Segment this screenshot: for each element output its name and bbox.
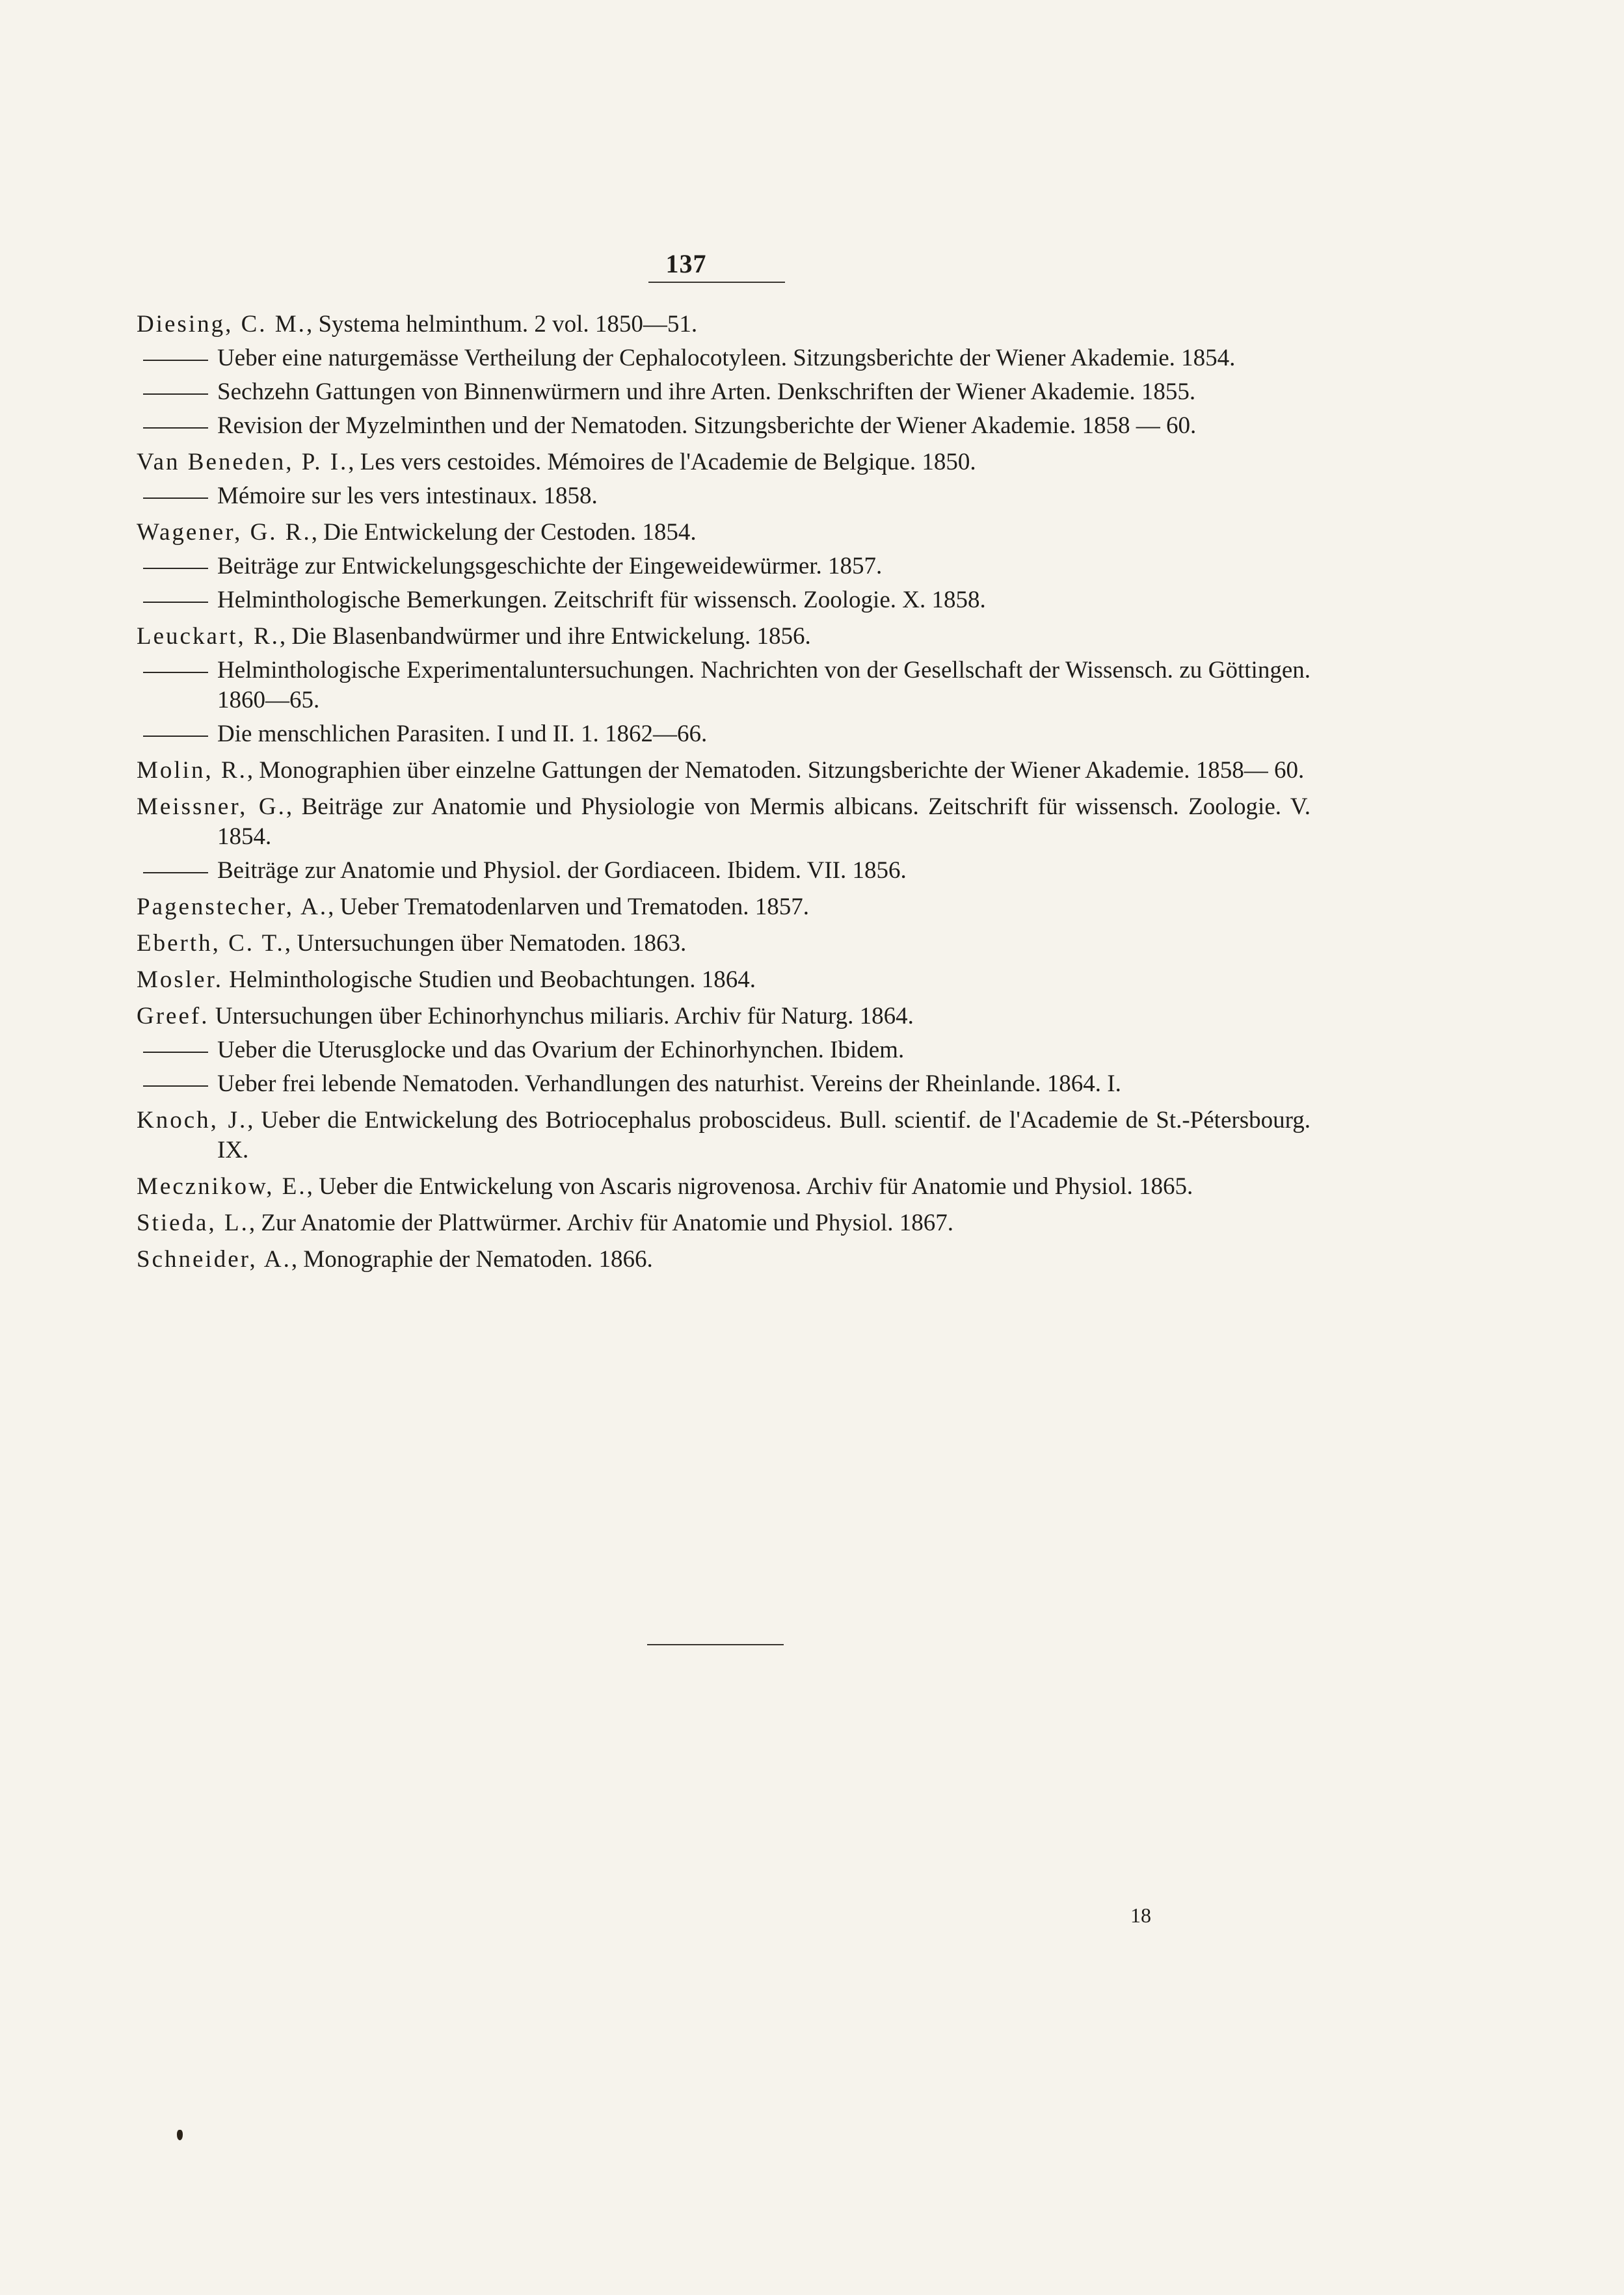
ditto-dash [143,872,208,873]
bibliography-subentry [137,656,1311,715]
entry-author: Diesing, C. M. [137,311,306,338]
bibliography-entry [137,1172,1311,1202]
bibliography-entry [137,518,1311,548]
page-number: 137 [665,249,707,278]
entry-author: Eberth, C. T. [137,930,285,957]
entry-text: Sechzehn Gattungen von Binnenwürmern und ihre Arten. Denkschriften der Wiener Akademie. 1855. [217,378,1196,405]
bibliography-subentry [137,377,1311,407]
ditto-dash [143,568,208,569]
ditto-dash [143,602,208,603]
bibliography-entry [137,1208,1311,1238]
entry-text: , Die Blasenbandwürmer und ihre Entwickelung. 1856. [279,623,811,650]
ditto-dash [143,1085,208,1087]
bibliography-subentry [137,719,1311,749]
entry-text: , Beiträge zur Anatomie und Physiologie von Mermis albicans. Zeitschrift für wissensch. Zoologie. V. 1854. [217,793,1311,850]
entry-author: Schneider, A. [137,1246,291,1273]
ditto-dash [143,1052,208,1053]
bibliography-subentry [137,856,1311,886]
entry-text: Ueber eine naturgemässe Vertheilung der Cephalocotyleen. Sitzungsberichte der Wiener Akademie. 1854. [217,345,1236,371]
entry-text: Ueber frei lebende Nematoden. Verhandlungen des naturhist. Vereins der Rheinlande. 1864. I. [217,1070,1121,1097]
bibliography-subentry [137,1035,1311,1065]
entry-text: Die menschlichen Parasiten. I und II. 1. 1862—66. [217,721,708,747]
bibliography-subentry [137,585,1311,615]
entry-text: , Les vers cestoides. Mémoires de l'Academie de Belgique. 1850. [348,449,976,475]
entry-text: Helminthologische Bemerkungen. Zeitschrift für wissensch. Zoologie. X. 1858. [217,587,986,613]
entry-text: , Untersuchungen über Nematoden. 1863. [284,930,687,957]
bibliography-list [137,310,1311,1275]
entry-text: Helminthologische Studien und Beobachtungen. 1864. [223,966,756,993]
bibliography-entry [137,447,1311,477]
ink-spot [177,2130,183,2140]
entry-author: Van Beneden, P. I. [137,449,349,475]
entry-text: Beiträge zur Entwickelungsgeschichte der Eingeweidewürmer. 1857. [217,553,883,579]
bibliography-entry [137,1002,1311,1031]
bibliography-subentry [137,411,1311,441]
entry-text: , Monographie der Nematoden. 1866. [291,1246,653,1273]
ditto-dash [143,427,208,429]
footer-rule [647,1644,784,1645]
entry-text: Revision der Myzelminthen und der Nematoden. Sitzungsberichte der Wiener Akademie. 1858 — 60. [217,412,1197,439]
ditto-dash [143,393,208,395]
entry-author: Knoch, J. [137,1107,248,1134]
bibliography-entry [137,310,1311,339]
ditto-dash [143,672,208,673]
entry-author: Mosler. [137,966,224,993]
entry-text: Ueber die Uterusglocke und das Ovarium der Echinorhynchen. Ibidem. [217,1037,905,1063]
entry-author: Wagener, G. R. [137,519,312,546]
bibliography-subentry [137,1069,1311,1099]
entry-text: , Systema helminthum. 2 vol. 1850—51. [306,311,698,338]
bibliography-subentry [137,551,1311,581]
bibliography-entry [137,1245,1311,1275]
ditto-dash [143,497,208,499]
entry-text: Beiträge zur Anatomie und Physiol. der Gordiaceen. Ibidem. VII. 1856. [217,857,907,884]
bibliography-entry [137,965,1311,995]
entry-text: Helminthologische Experimentaluntersuchungen. Nachrichten von der Gesellschaft der Wissensch. zu Göttingen. 1860—65. [217,657,1311,713]
entry-text: Untersuchungen über Echinorhynchus miliaris. Archiv für Naturg. 1864. [209,1003,914,1029]
entry-text: , Zur Anatomie der Plattwürmer. Archiv für Anatomie und Physiol. 1867. [248,1210,953,1236]
entry-text: , Die Entwickelung der Cestoden. 1854. [311,519,697,546]
bibliography-entry [137,892,1311,922]
entry-text: , Ueber die Entwickelung des Botriocephalus proboscideus. Bull. scientif. de l'Academie de St.-Pétersbourg. IX. [217,1107,1311,1163]
entry-text: , Ueber Trematodenlarven und Trematoden. 1857. [328,894,810,920]
ditto-dash [143,736,208,737]
entry-author: Leuckart, R. [137,623,280,650]
signature-mark: 18 [1130,1904,1151,1927]
bibliography-entry [137,792,1311,852]
entry-author: Greef. [137,1003,209,1029]
entry-author: Stieda, L. [137,1210,249,1236]
entry-text: Mémoire sur les vers intestinaux. 1858. [217,483,598,509]
entry-author: Mecznikow, E. [137,1173,307,1200]
bibliography-entry [137,756,1311,786]
entry-author: Meissner, G. [137,793,286,820]
header-rule [648,282,785,283]
bibliography-subentry [137,481,1311,511]
entry-author: Pagenstecher, A. [137,894,328,920]
bibliography-entry [137,622,1311,652]
bibliography-subentry [137,343,1311,373]
bibliography-entry [137,1106,1311,1165]
entry-author: Molin, R. [137,757,247,784]
bibliography-entry [137,929,1311,959]
ditto-dash [143,360,208,361]
entry-text: , Monographien über einzelne Gattungen der Nematoden. Sitzungsberichte der Wiener Akademie. 1858— 60. [246,757,1305,784]
entry-text: , Ueber die Entwickelung von Ascaris nigrovenosa. Archiv für Anatomie und Physiol. 1865. [306,1173,1193,1200]
